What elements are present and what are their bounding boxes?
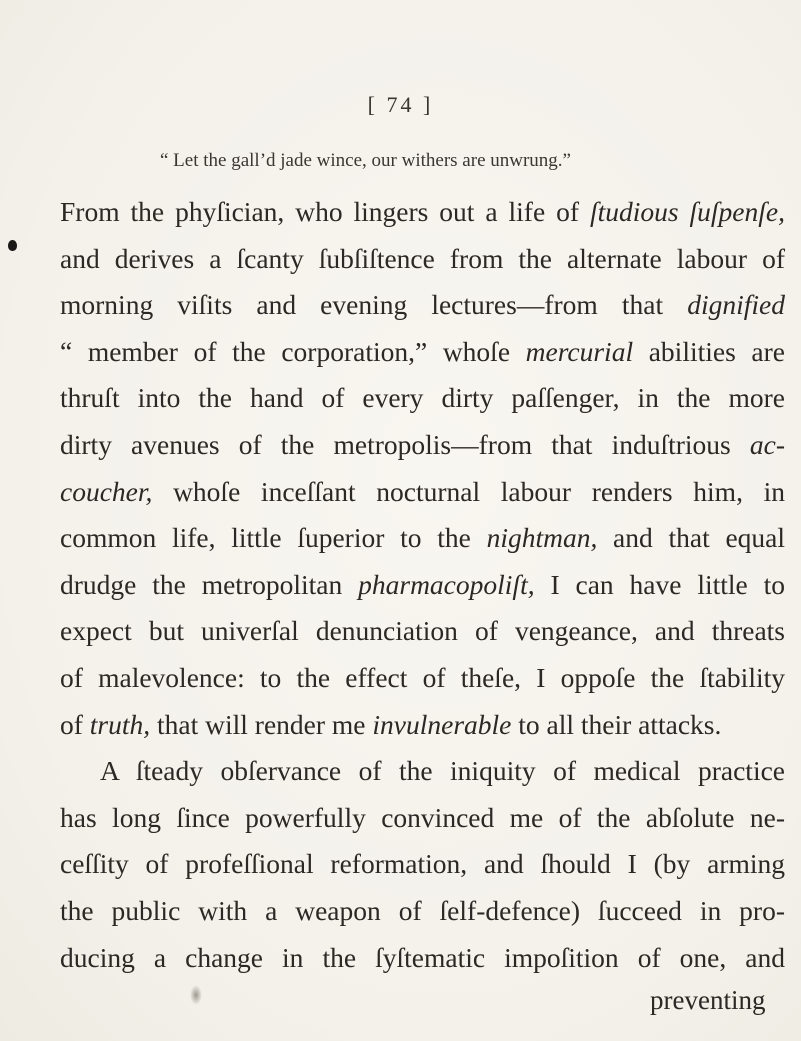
text-run: ceſſity of profeſſional reformation, and ſhould I (by arming: [60, 848, 785, 880]
text-run: dirty avenues of the metropolis—from that induſtrious: [60, 429, 750, 460]
text-line: [60, 285, 785, 325]
text-line: [60, 844, 785, 884]
text-run: morning viſits and evening lectures—from that: [60, 289, 688, 321]
text-run: ducing a change in the ſyſtematic impoſition of one, and: [60, 941, 785, 973]
text-run: the public with a weapon of ſelf-defence) ſucceed in pro-: [60, 895, 785, 926]
italic-text: dignified: [687, 289, 785, 321]
text-run: that will render me: [150, 708, 373, 740]
italic-text: mercurial: [525, 335, 634, 367]
text-line: [60, 378, 785, 418]
text-run: A ſteady obſervance of the iniquity of medical practice: [100, 755, 785, 787]
italic-text: invulnerable: [372, 708, 512, 740]
text-run: drudge the metropolitan: [60, 568, 359, 600]
text-line: [60, 565, 785, 605]
text-line: [60, 798, 785, 838]
epigraph-quote: “ Let the gall’d jade wince, our withers are unwrung.”: [160, 150, 571, 171]
text-line: [60, 891, 785, 931]
text-line: [60, 658, 785, 698]
text-run: of malevolence: to the effect of theſe, I oppoſe the ſtability: [60, 662, 785, 693]
ink-smudge: [190, 985, 202, 1005]
text-line: [60, 938, 785, 978]
text-line: [100, 751, 785, 791]
text-run: of: [60, 708, 90, 740]
text-line: [60, 518, 785, 558]
italic-text: pharmacopoliſt,: [358, 568, 535, 600]
text-line: [60, 332, 785, 372]
text-line: [60, 611, 785, 651]
text-line: [60, 472, 785, 512]
catchword: preventing: [650, 985, 766, 1015]
page-number: [ 74 ]: [367, 92, 434, 117]
text-run: thruſt into the hand of every dirty paſſenger, in the more: [60, 382, 785, 414]
text-run: whoſe inceſſant nocturnal labour renders him, in: [152, 475, 785, 507]
text-run: to all their attacks.: [511, 708, 722, 740]
text-line: [60, 239, 785, 279]
text-run: common life, little ſuperior to the: [60, 522, 487, 554]
italic-text: ac-: [749, 429, 785, 460]
text-line: [60, 192, 785, 232]
text-run: From the phyſician, who lingers out a life of: [60, 196, 590, 227]
text-line: [60, 705, 785, 745]
text-run: abilities are: [633, 335, 785, 367]
text-run: and that equal: [597, 522, 785, 554]
text-run: “ member of the corporation,” whoſe: [60, 335, 526, 367]
italic-text: nightman,: [486, 522, 598, 554]
text-run: and derives a ſcanty ſubſiſtence from the alternate labour of: [60, 242, 785, 274]
italic-text: ſtudious ſuſpenſe,: [589, 196, 785, 227]
text-run: expect but univerſal denunciation of vengeance, and threats: [60, 615, 785, 647]
italic-text: coucher,: [60, 475, 153, 507]
italic-text: truth,: [89, 708, 151, 740]
text-run: I can have little to: [534, 568, 786, 600]
text-run: has long ſince powerfully convinced me of the abſolute ne-: [60, 801, 785, 833]
text-line: [60, 425, 785, 465]
margin-ink-mark: [8, 240, 17, 251]
